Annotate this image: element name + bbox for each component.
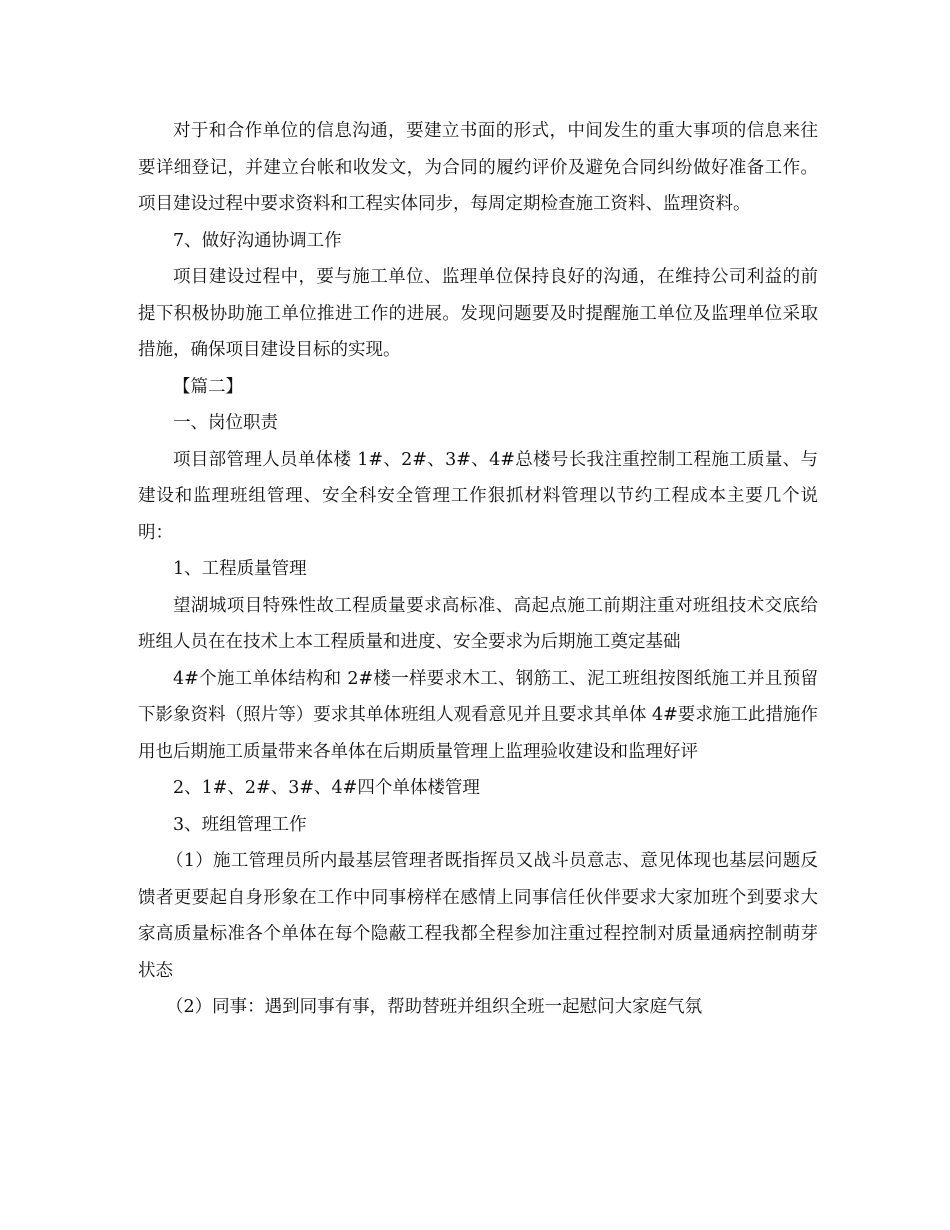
paragraph-info-communication: 对于和合作单位的信息沟通，要建立书面的形式，中间发生的重大事项的信息来往要详细登记，并建立台帐和收发文，为合同的履约评价及避免合同纠纷做好准备工作。项目建设过程中要求资料和工程实体同步，每周定期检查施工资料、监理资料。 (138, 121, 818, 214)
heading-quality-management: 1、工程质量管理 (173, 559, 307, 579)
heading-team-management: 3、班组管理工作 (173, 814, 307, 835)
heading-job-duties: 一、岗位职责 (173, 413, 278, 433)
paragraph-unit-structure: 4#个施工单体结构和 2#楼一样要求木工、钢筋工、泥工班组按图纸施工并且预留下影象资料（照片等）要求其单体班组人观看意见并且要求其单体 4#要求施工此措施作用也后期施工质量带来各单体在后期质量管理上监理验收建设和监理好评 (138, 668, 818, 762)
paragraph-communication-detail: 项目建设过程中，要与施工单位、监理单位保持良好的沟通，在维持公司利益的前提下积极协助施工单位推进工作的进展。发现问题要及时提醒施工单位及监理单位采取措施，确保项目建设目标的实现。 (138, 267, 818, 360)
heading-communication-coordination: 7、做好沟通协调工作 (173, 230, 342, 251)
document-page (138, 113, 818, 1026)
paragraph-colleagues: （2）同事：遇到同事有事，帮助替班并组织全班一起慰问大家庭气氛 (166, 997, 703, 1017)
paragraph-construction-manager: （1）施工管理员所内最基层管理者既指挥员又战斗员意志、意见体现也基层问题反馈者更要起自身形象在工作中同事榜样在感情上同事信任伙伴要求大家加班个到要求大家高质量标准各个单体在每个隐蔽工程我都全程参加注重过程控制对质量通病控制萌芽状态 (138, 851, 818, 981)
paragraph-quality-standards: 望湖城项目特殊性故工程质量要求高标准、高起点施工前期注重对班组技术交底给班组人员在在技术上本工程质量和进度、安全要求为后期施工奠定基础 (138, 595, 818, 652)
section-heading-part-two: 【篇二】 (173, 376, 243, 397)
paragraph-management-staff: 项目部管理人员单体楼 1#、2#、3#、4#总楼号长我注重控制工程施工质量、与建设和监理班组管理、安全科安全管理工作狠抓材料管理以节约工程成本主要几个说明： (138, 449, 818, 543)
heading-unit-building-management: 2、1#、2#、3#、4#四个单体楼管理 (173, 778, 480, 798)
